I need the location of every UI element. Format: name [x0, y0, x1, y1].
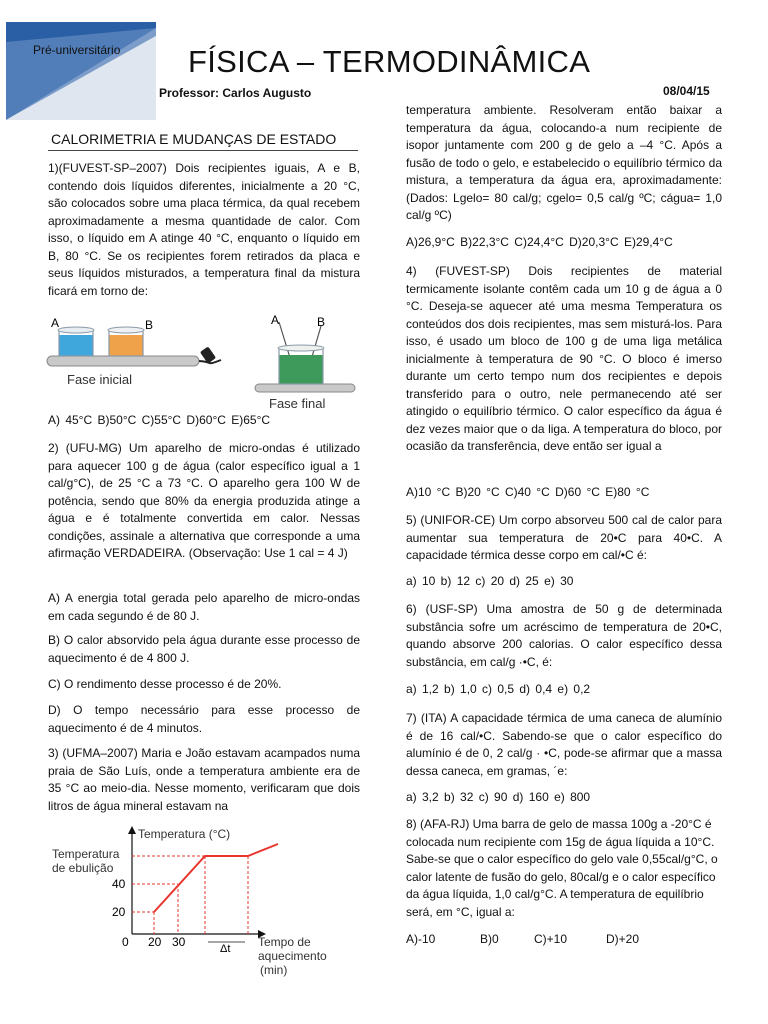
question-1-figure — [45, 310, 363, 410]
graph-x-label-1: Tempo de — [258, 935, 311, 949]
graph-x-label-2: aquecimento — [258, 949, 327, 963]
corner-banner — [6, 22, 156, 120]
question-8-option-b: B)0 — [480, 932, 499, 946]
question-5-text: 5) (UNIFOR-CE) Um corpo absorveu 500 cal de calor para aumentar sua temperatura de 20•C para 40•C. A capacidade térmica desse corpo em cal/•C é: — [406, 513, 722, 562]
graph-y-label: Temperatura (°C) — [138, 827, 231, 841]
question-2-option-c: C) O rendimento desse processo é de 20%. — [48, 677, 282, 691]
fase-final-label: Fase final — [269, 396, 326, 410]
question-3-text: 3) (UFMA–2007) Maria e João estavam acampados numa praia de São Luís, onde a temperatura ambiente era de 35 °C ao meio-dia. Nesse momento, verificaram que dois litros de água mineral estavam na — [48, 746, 360, 813]
label-b: B — [145, 318, 154, 332]
question-2-option-a: A) A energia total gerada pelo aparelho de micro-ondas em cada segundo é de 80 J. — [48, 591, 360, 623]
graph-y-40: 40 — [112, 877, 126, 891]
professor-name: Professor: Carlos Augusto — [159, 86, 312, 100]
question-4-options: A)10 °C B)20 °C C)40 °C D)60 °C E)80 °C — [406, 485, 650, 499]
graph-delta-t: Δt — [220, 943, 231, 955]
label-a-final: A — [271, 313, 280, 327]
question-7-text: 7) (ITA) A capacidade térmica de uma caneca de alumínio é de 16 cal/•C. Sabendo-se que o calor específico do alumínio é de 0, 2 cal/g · •C, pode-se afirmar que a massa dessa caneca, em gramas, ´e: — [406, 711, 722, 778]
question-1-options: A) 45°C B)50°C C)55°C D)60°C E)65°C — [48, 413, 271, 427]
graph-ebulicao-line2: de ebulição — [52, 861, 114, 875]
temperature-graph — [48, 822, 378, 982]
question-6-text: 6) (USF-SP) Uma amostra de 50 g de determinada substância sofre um acréscimo de temperatura de 20•C, quando absorve 200 calorias. O calor específico dessa substância, em cal/g ·•C, é: — [406, 602, 722, 669]
question-3-options: A)26,9°C B)22,3°C C)24,4°C D)20,3°C E)29,4°C — [406, 235, 673, 249]
question-8-options — [406, 931, 639, 949]
fase-inicial-label: Fase inicial — [67, 372, 133, 387]
date: 08/04/15 — [663, 84, 710, 98]
question-2-text: 2) (UFU-MG) Um aparelho de micro-ondas é utilizado para aquecer 100 g de água (calor específico igual a 1 cal/g°C), de 25 °C a 73 °C. O aparelho gera 100 W de potência, sendo que 80% da energia produzida atinge a água e é totalmente convertida em calor. Nessas condições, assinale a alternativa que corresponde a uma afirmação VERDADEIRA. (Observação: Use 1 cal = 4 J) — [48, 441, 360, 560]
graph-x-20: 20 — [148, 935, 162, 949]
question-8-text: 8) (AFA-RJ) Uma barra de gelo de massa 100g a -20°C é colocada num recipiente com 15g de água líquida a 10°C. Sabe-se que o calor específico do gelo vale 0,55cal/g°C, o calor latente de fusão do gelo, 80cal/g e o calor específico da água líquida, 1,0 cal/g°C. A temperatura de equilíbrio será, em °C, igual a: — [406, 817, 718, 919]
graph-origin: 0 — [122, 935, 129, 949]
label-b-final: B — [317, 315, 326, 329]
section-underline — [48, 150, 358, 151]
question-3-continuation: temperatura ambiente. Resolveram então baixar a temperatura da água, colocando-a num recipiente de isopor juntamente com 200 g de gelo a –4 °C. Após a fusão de todo o gelo, e estabelecido o equilíbrio térmico da mistura, a temperatura da água era, aproximadamente: (Dados: Lgelo= 80 cal/g; cgelo= 0,5 cal/g ºC; cágua= 1,0 cal/g ºC) — [406, 103, 722, 222]
graph-x-30: 30 — [172, 935, 186, 949]
label-a: A — [51, 316, 60, 330]
question-7-options: a) 3,2 b) 32 c) 90 d) 160 e) 800 — [406, 790, 591, 804]
question-8-option-a: A)-10 — [406, 932, 436, 946]
graph-y-20: 20 — [112, 905, 126, 919]
graph-ebulicao-line1: Temperatura — [52, 847, 120, 861]
question-5-options: a) 10 b) 12 c) 20 d) 25 e) 30 — [406, 574, 574, 588]
question-6-options: a) 1,2 b) 1,0 c) 0,5 d) 0,4 e) 0,2 — [406, 682, 591, 696]
question-8-option-c: C)+10 — [534, 932, 568, 946]
question-2-option-b: B) O calor absorvido pela água durante esse processo de aquecimento é de 4 800 J. — [48, 633, 360, 665]
question-8-option-d: D)+20 — [606, 932, 640, 946]
question-2-option-d: D) O tempo necessário para esse processo de aquecimento é de 4 minutos. — [48, 703, 360, 735]
question-1-text: 1)(FUVEST-SP–2007) Dois recipientes iguais, A e B, contendo dois líquidos diferentes, inicialmente a 20 °C, são colocados sobre uma placa térmica, da qual recebem aproximadamente a mesma quantidade de calor. Com isso, o líquido em A atinge 40 °C, enquanto o líquido em B, 80 °C. Se os recipientes forem retirados da placa e seus líquidos misturados, a temperatura final da mistura ficará em torno de: — [48, 161, 360, 298]
question-4-text: 4) (FUVEST-SP) Dois recipientes de material termicamente isolante contêm cada um 10 g de água a 0 °C. Deseja-se aquecer até uma mesma Temperatura os conteúdos dos dois recipientes, mas sem misturá-los. Para isso, é usado um bloco de 100 g de uma liga metálica inicialmente à temperatura de 90 °C. O bloco é imerso durante um certo tempo num dos recipientes e depois transferido para o outro, nele permanecendo até ser atingido o equilíbrio térmico. O calor específico da água é dez vezes maior que o da liga. A temperatura do bloco, por ocasião da transferência, deve então ser igual a — [406, 264, 722, 453]
graph-x-label-3: (min) — [260, 963, 288, 977]
corner-label: Pré-universitário — [33, 43, 121, 57]
page-title: FÍSICA – TERMODINÂMICA — [188, 44, 591, 79]
section-title: CALORIMETRIA E MUDANÇAS DE ESTADO — [51, 131, 337, 147]
